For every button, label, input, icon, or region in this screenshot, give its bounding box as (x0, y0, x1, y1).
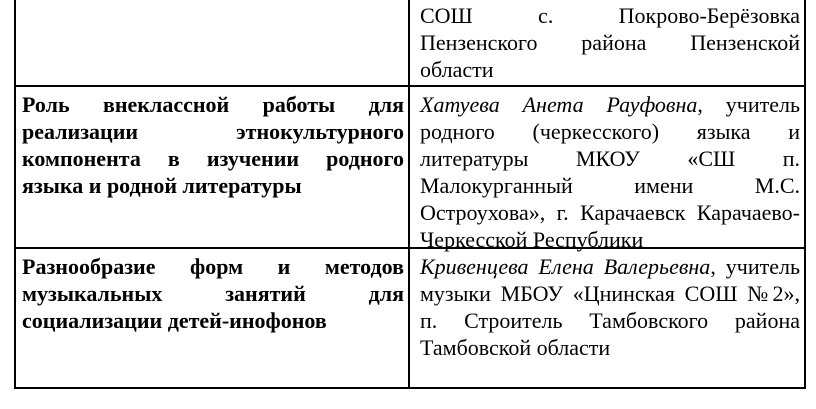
speaker-cell (410, 249, 804, 387)
table-row (16, 85, 804, 252)
talk-title-cell (16, 0, 408, 85)
speaker-info (420, 2, 800, 83)
talk-title: Разнообразие форм и методов музыкальных занятий для социализации детей-инофонов (22, 254, 404, 333)
speaker-info (420, 91, 800, 253)
program-table (14, 0, 806, 389)
table-row (16, 247, 804, 387)
talk-title-cell (16, 87, 408, 247)
speaker-name: Кривенцева Елена Валерьевна (420, 254, 711, 279)
speaker-details: СОШ с. Покрово-Берёзовка Пензенского района Пензенской области (420, 3, 800, 82)
speaker-name: Хатуева Анета Рауфовна (420, 92, 698, 117)
speaker-info (420, 253, 800, 361)
table-row (16, 0, 804, 85)
speaker-cell (410, 0, 804, 85)
talk-title-cell (16, 249, 408, 387)
speaker-details: , учитель родного (черкесского) языка и литературы МКОУ «СШ п. Малокурганный имени М.С. Остроухова», г. Карачаевск Карачаево-Черкесской Республики (420, 92, 801, 252)
talk-title: Роль внеклассной работы для реализации этнокультурного компонента в изучении родного языка и родной литературы (22, 92, 404, 198)
speaker-cell (410, 87, 804, 252)
speaker-details: , учитель музыки МБОУ «Цнинская СОШ №2», п. Строитель Тамбовского района Тамбовской области (420, 254, 800, 360)
